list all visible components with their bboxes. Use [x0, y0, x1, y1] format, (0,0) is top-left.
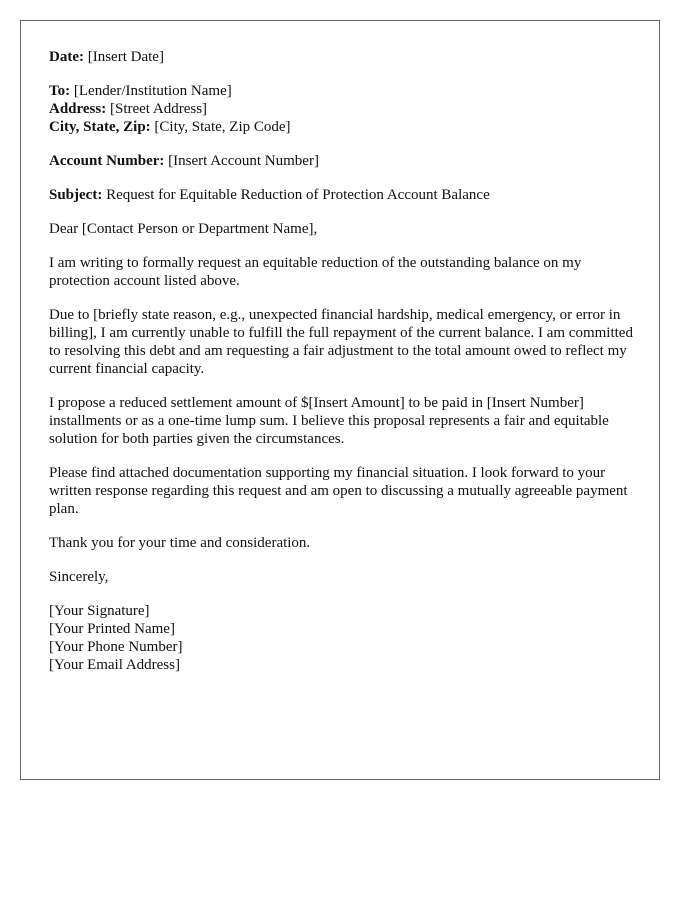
- city-state-zip-line: [49, 118, 639, 136]
- letter-body: [49, 48, 639, 674]
- date-label: Date:: [49, 49, 84, 65]
- phone-number: [Your Phone Number]: [49, 639, 183, 655]
- account-value: [Insert Account Number]: [168, 153, 319, 169]
- letter-frame: [20, 20, 660, 780]
- subject-label: Subject:: [49, 187, 103, 203]
- printed-name: [Your Printed Name]: [49, 621, 175, 637]
- city-state-zip-label: City, State, Zip:: [49, 119, 151, 135]
- closing-line: Sincerely,: [49, 569, 109, 585]
- email-address: [Your Email Address]: [49, 657, 180, 673]
- to-label: To:: [49, 83, 71, 99]
- subject-value: Request for Equitable Reduction of Protection Account Balance: [106, 187, 490, 203]
- city-state-zip-value: [City, State, Zip Code]: [154, 119, 291, 135]
- address-line: [49, 100, 639, 118]
- account-label: Account Number:: [49, 153, 165, 169]
- body-paragraph-3: I propose a reduced settlement amount of $[Insert Amount] to be paid in [Insert Number] installments or as a one-time lump sum. I believe this proposal represents a fair and equitable solution for both parties given the circumstances.: [49, 395, 609, 447]
- thanks-line: Thank you for your time and consideration.: [49, 535, 311, 551]
- account-line: [49, 152, 639, 170]
- subject-block: [49, 186, 639, 204]
- signature-block: [49, 602, 639, 674]
- salutation: Dear [Contact Person or Department Name],: [49, 221, 318, 237]
- recipient-block: [49, 82, 639, 136]
- body-paragraph-1: I am writing to formally request an equitable reduction of the outstanding balance on my protection account listed above.: [49, 255, 582, 289]
- body-paragraph-4: Please find attached documentation supporting my financial situation. I look forward to your written response regarding this request and am open to discussing a mutually agreeable payment plan.: [49, 465, 628, 517]
- address-label: Address:: [49, 101, 107, 117]
- date-value: [Insert Date]: [87, 49, 164, 65]
- signature-placeholder: [Your Signature]: [49, 603, 150, 619]
- subject-line: [49, 186, 639, 204]
- body-paragraph-2: Due to [briefly state reason, e.g., unexpected financial hardship, medical emergency, or error in billing], I am currently unable to fulfill the full repayment of the current balance. I am committed to resolving this debt and am requesting a fair adjustment to the total amount owed to reflect my current financial capacity.: [49, 307, 633, 377]
- date-block: [49, 48, 639, 66]
- account-block: [49, 152, 639, 170]
- to-line: [49, 82, 639, 100]
- address-value: [Street Address]: [109, 101, 208, 117]
- to-value: [Lender/Institution Name]: [73, 83, 232, 99]
- date-line: [49, 48, 639, 66]
